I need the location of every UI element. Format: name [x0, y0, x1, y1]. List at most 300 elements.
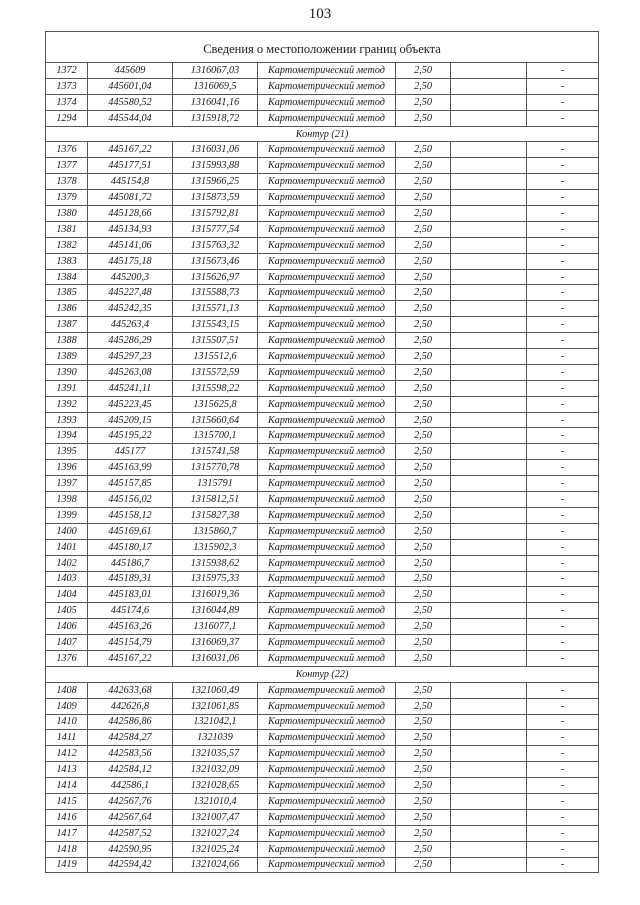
- method-cell: Картометрический метод: [258, 841, 396, 857]
- note-cell: -: [527, 587, 599, 603]
- y-coordinate-cell: 1315918,72: [173, 110, 258, 126]
- table-row: [46, 301, 599, 317]
- table-row: [46, 841, 599, 857]
- note-cell: -: [527, 746, 599, 762]
- table-row: [46, 221, 599, 237]
- point-number-cell: 1402: [46, 555, 88, 571]
- y-coordinate-cell: 1316069,5: [173, 78, 258, 94]
- description-cell: [451, 825, 527, 841]
- description-cell: [451, 857, 527, 873]
- method-cell: Картометрический метод: [258, 460, 396, 476]
- description-cell: [451, 698, 527, 714]
- y-coordinate-cell: 1316031,06: [173, 142, 258, 158]
- method-cell: Картометрический метод: [258, 603, 396, 619]
- contour-label: Контур (22): [46, 666, 599, 682]
- precision-cell: 2,50: [396, 396, 451, 412]
- y-coordinate-cell: 1315571,13: [173, 301, 258, 317]
- point-number-cell: 1400: [46, 523, 88, 539]
- point-number-cell: 1395: [46, 444, 88, 460]
- point-number-cell: 1409: [46, 698, 88, 714]
- description-cell: [451, 237, 527, 253]
- description-cell: [451, 555, 527, 571]
- point-number-cell: 1384: [46, 269, 88, 285]
- description-cell: [451, 746, 527, 762]
- x-coordinate-cell: 442633,68: [88, 682, 173, 698]
- description-cell: [451, 63, 527, 79]
- x-coordinate-cell: 442587,52: [88, 825, 173, 841]
- method-cell: Картометрический метод: [258, 746, 396, 762]
- description-cell: [451, 492, 527, 508]
- x-coordinate-cell: 445157,85: [88, 476, 173, 492]
- point-number-cell: 1392: [46, 396, 88, 412]
- x-coordinate-cell: 445141,06: [88, 237, 173, 253]
- table-body: [46, 32, 599, 873]
- point-number-cell: 1397: [46, 476, 88, 492]
- description-cell: [451, 253, 527, 269]
- precision-cell: 2,50: [396, 698, 451, 714]
- note-cell: -: [527, 730, 599, 746]
- table-row: [46, 364, 599, 380]
- x-coordinate-cell: 445189,31: [88, 571, 173, 587]
- table-row: [46, 63, 599, 79]
- description-cell: [451, 301, 527, 317]
- y-coordinate-cell: 1315763,32: [173, 237, 258, 253]
- precision-cell: 2,50: [396, 110, 451, 126]
- note-cell: -: [527, 635, 599, 651]
- y-coordinate-cell: 1316019,36: [173, 587, 258, 603]
- y-coordinate-cell: 1315588,73: [173, 285, 258, 301]
- point-number-cell: 1399: [46, 507, 88, 523]
- method-cell: Картометрический метод: [258, 78, 396, 94]
- description-cell: [451, 317, 527, 333]
- note-cell: -: [527, 809, 599, 825]
- table-title: Сведения о местоположении границ объекта: [46, 32, 599, 63]
- y-coordinate-cell: 1315741,58: [173, 444, 258, 460]
- point-number-cell: 1389: [46, 349, 88, 365]
- point-number-cell: 1391: [46, 380, 88, 396]
- point-number-cell: 1372: [46, 63, 88, 79]
- method-cell: Картометрический метод: [258, 476, 396, 492]
- table-row: [46, 507, 599, 523]
- note-cell: -: [527, 333, 599, 349]
- table-row: [46, 698, 599, 714]
- precision-cell: 2,50: [396, 301, 451, 317]
- x-coordinate-cell: 445154,8: [88, 174, 173, 190]
- x-coordinate-cell: 445183,01: [88, 587, 173, 603]
- point-number-cell: 1386: [46, 301, 88, 317]
- point-number-cell: 1378: [46, 174, 88, 190]
- precision-cell: 2,50: [396, 682, 451, 698]
- point-number-cell: 1377: [46, 158, 88, 174]
- description-cell: [451, 444, 527, 460]
- y-coordinate-cell: 1315543,15: [173, 317, 258, 333]
- method-cell: Картометрический метод: [258, 539, 396, 555]
- precision-cell: 2,50: [396, 221, 451, 237]
- method-cell: Картометрический метод: [258, 825, 396, 841]
- method-cell: Картометрический метод: [258, 793, 396, 809]
- note-cell: -: [527, 778, 599, 794]
- description-cell: [451, 349, 527, 365]
- precision-cell: 2,50: [396, 444, 451, 460]
- method-cell: Картометрический метод: [258, 809, 396, 825]
- y-coordinate-cell: 1315700,1: [173, 428, 258, 444]
- description-cell: [451, 364, 527, 380]
- y-coordinate-cell: 1315873,59: [173, 190, 258, 206]
- x-coordinate-cell: 442584,27: [88, 730, 173, 746]
- precision-cell: 2,50: [396, 380, 451, 396]
- x-coordinate-cell: 445263,08: [88, 364, 173, 380]
- note-cell: -: [527, 174, 599, 190]
- y-coordinate-cell: 1315777,54: [173, 221, 258, 237]
- description-cell: [451, 221, 527, 237]
- table-row: [46, 78, 599, 94]
- point-number-cell: 1412: [46, 746, 88, 762]
- description-cell: [451, 714, 527, 730]
- x-coordinate-cell: 442586,86: [88, 714, 173, 730]
- point-number-cell: 1383: [46, 253, 88, 269]
- note-cell: -: [527, 762, 599, 778]
- method-cell: Картометрический метод: [258, 587, 396, 603]
- description-cell: [451, 635, 527, 651]
- method-cell: Картометрический метод: [258, 221, 396, 237]
- table-row: [46, 492, 599, 508]
- note-cell: -: [527, 190, 599, 206]
- precision-cell: 2,50: [396, 63, 451, 79]
- x-coordinate-cell: 442590,95: [88, 841, 173, 857]
- note-cell: -: [527, 476, 599, 492]
- precision-cell: 2,50: [396, 253, 451, 269]
- precision-cell: 2,50: [396, 857, 451, 873]
- x-coordinate-cell: 445200,3: [88, 269, 173, 285]
- y-coordinate-cell: 1315902,3: [173, 539, 258, 555]
- y-coordinate-cell: 1315512,6: [173, 349, 258, 365]
- precision-cell: 2,50: [396, 714, 451, 730]
- x-coordinate-cell: 445134,93: [88, 221, 173, 237]
- point-number-cell: 1374: [46, 94, 88, 110]
- point-number-cell: 1385: [46, 285, 88, 301]
- precision-cell: 2,50: [396, 635, 451, 651]
- precision-cell: 2,50: [396, 285, 451, 301]
- precision-cell: 2,50: [396, 237, 451, 253]
- table-row: [46, 746, 599, 762]
- x-coordinate-cell: 445544,04: [88, 110, 173, 126]
- table-row: [46, 110, 599, 126]
- y-coordinate-cell: 1321061,85: [173, 698, 258, 714]
- note-cell: -: [527, 825, 599, 841]
- point-number-cell: 1403: [46, 571, 88, 587]
- precision-cell: 2,50: [396, 523, 451, 539]
- point-number-cell: 1294: [46, 110, 88, 126]
- method-cell: Картометрический метод: [258, 396, 396, 412]
- description-cell: [451, 730, 527, 746]
- point-number-cell: 1381: [46, 221, 88, 237]
- x-coordinate-cell: 442626,8: [88, 698, 173, 714]
- method-cell: Картометрический метод: [258, 682, 396, 698]
- note-cell: -: [527, 317, 599, 333]
- table-row: [46, 428, 599, 444]
- y-coordinate-cell: 1315660,64: [173, 412, 258, 428]
- method-cell: Картометрический метод: [258, 174, 396, 190]
- precision-cell: 2,50: [396, 841, 451, 857]
- x-coordinate-cell: 445601,04: [88, 78, 173, 94]
- table-row: [46, 476, 599, 492]
- note-cell: -: [527, 396, 599, 412]
- note-cell: -: [527, 253, 599, 269]
- description-cell: [451, 523, 527, 539]
- precision-cell: 2,50: [396, 809, 451, 825]
- y-coordinate-cell: 1316077,1: [173, 619, 258, 635]
- method-cell: Картометрический метод: [258, 635, 396, 651]
- precision-cell: 2,50: [396, 174, 451, 190]
- contour-label: Контур (21): [46, 126, 599, 142]
- x-coordinate-cell: 445128,66: [88, 206, 173, 222]
- method-cell: Картометрический метод: [258, 364, 396, 380]
- table-row: [46, 682, 599, 698]
- point-number-cell: 1396: [46, 460, 88, 476]
- table-row: [46, 380, 599, 396]
- point-number-cell: 1373: [46, 78, 88, 94]
- y-coordinate-cell: 1315966,25: [173, 174, 258, 190]
- contour-header-row: [46, 666, 599, 682]
- note-cell: -: [527, 444, 599, 460]
- table-row: [46, 460, 599, 476]
- y-coordinate-cell: 1316044,89: [173, 603, 258, 619]
- note-cell: -: [527, 285, 599, 301]
- precision-cell: 2,50: [396, 142, 451, 158]
- y-coordinate-cell: 1315791: [173, 476, 258, 492]
- table-title-row: [46, 32, 599, 63]
- description-cell: [451, 285, 527, 301]
- precision-cell: 2,50: [396, 476, 451, 492]
- table-row: [46, 730, 599, 746]
- table-row: [46, 603, 599, 619]
- note-cell: -: [527, 698, 599, 714]
- description-cell: [451, 396, 527, 412]
- method-cell: Картометрический метод: [258, 317, 396, 333]
- x-coordinate-cell: 445209,15: [88, 412, 173, 428]
- y-coordinate-cell: 1315827,38: [173, 507, 258, 523]
- table-row: [46, 237, 599, 253]
- precision-cell: 2,50: [396, 158, 451, 174]
- y-coordinate-cell: 1315993,88: [173, 158, 258, 174]
- precision-cell: 2,50: [396, 460, 451, 476]
- method-cell: Картометрический метод: [258, 762, 396, 778]
- method-cell: Картометрический метод: [258, 412, 396, 428]
- precision-cell: 2,50: [396, 349, 451, 365]
- table-row: [46, 206, 599, 222]
- description-cell: [451, 142, 527, 158]
- x-coordinate-cell: 445195,22: [88, 428, 173, 444]
- precision-cell: 2,50: [396, 555, 451, 571]
- y-coordinate-cell: 1321027,24: [173, 825, 258, 841]
- note-cell: -: [527, 539, 599, 555]
- x-coordinate-cell: 445177,51: [88, 158, 173, 174]
- x-coordinate-cell: 445158,12: [88, 507, 173, 523]
- y-coordinate-cell: 1321039: [173, 730, 258, 746]
- note-cell: -: [527, 603, 599, 619]
- page-number: 103: [308, 6, 332, 22]
- y-coordinate-cell: 1321042,1: [173, 714, 258, 730]
- table-row: [46, 857, 599, 873]
- x-coordinate-cell: 445297,23: [88, 349, 173, 365]
- description-cell: [451, 571, 527, 587]
- method-cell: Картометрический метод: [258, 253, 396, 269]
- note-cell: -: [527, 110, 599, 126]
- table-row: [46, 555, 599, 571]
- table-row: [46, 444, 599, 460]
- point-number-cell: 1408: [46, 682, 88, 698]
- description-cell: [451, 460, 527, 476]
- x-coordinate-cell: 445163,26: [88, 619, 173, 635]
- table-row: [46, 396, 599, 412]
- precision-cell: 2,50: [396, 762, 451, 778]
- method-cell: Картометрический метод: [258, 857, 396, 873]
- table-row: [46, 333, 599, 349]
- method-cell: Картометрический метод: [258, 285, 396, 301]
- method-cell: Картометрический метод: [258, 571, 396, 587]
- contour-header-row: [46, 126, 599, 142]
- point-number-cell: 1415: [46, 793, 88, 809]
- y-coordinate-cell: 1321024,66: [173, 857, 258, 873]
- note-cell: -: [527, 619, 599, 635]
- y-coordinate-cell: 1321032,09: [173, 762, 258, 778]
- x-coordinate-cell: 445241,11: [88, 380, 173, 396]
- note-cell: -: [527, 571, 599, 587]
- description-cell: [451, 428, 527, 444]
- precision-cell: 2,50: [396, 78, 451, 94]
- y-coordinate-cell: 1315770,78: [173, 460, 258, 476]
- x-coordinate-cell: 445163,99: [88, 460, 173, 476]
- x-coordinate-cell: 445167,22: [88, 650, 173, 666]
- precision-cell: 2,50: [396, 428, 451, 444]
- note-cell: -: [527, 793, 599, 809]
- y-coordinate-cell: 1315860,7: [173, 523, 258, 539]
- description-cell: [451, 587, 527, 603]
- note-cell: -: [527, 237, 599, 253]
- method-cell: Картометрический метод: [258, 190, 396, 206]
- table-row: [46, 94, 599, 110]
- point-number-cell: 1416: [46, 809, 88, 825]
- y-coordinate-cell: 1315792,81: [173, 206, 258, 222]
- note-cell: -: [527, 841, 599, 857]
- precision-cell: 2,50: [396, 190, 451, 206]
- description-cell: [451, 778, 527, 794]
- x-coordinate-cell: 442586,1: [88, 778, 173, 794]
- method-cell: Картометрический метод: [258, 714, 396, 730]
- point-number-cell: 1401: [46, 539, 88, 555]
- table-row: [46, 285, 599, 301]
- method-cell: Картометрический метод: [258, 110, 396, 126]
- y-coordinate-cell: 1316041,16: [173, 94, 258, 110]
- x-coordinate-cell: 445177: [88, 444, 173, 460]
- table-row: [46, 635, 599, 651]
- table-row: [46, 317, 599, 333]
- table-row: [46, 778, 599, 794]
- description-cell: [451, 650, 527, 666]
- table-row: [46, 269, 599, 285]
- table-row: [46, 142, 599, 158]
- x-coordinate-cell: 442567,64: [88, 809, 173, 825]
- note-cell: -: [527, 523, 599, 539]
- point-number-cell: 1419: [46, 857, 88, 873]
- note-cell: -: [527, 364, 599, 380]
- y-coordinate-cell: 1315625,8: [173, 396, 258, 412]
- point-number-cell: 1414: [46, 778, 88, 794]
- note-cell: -: [527, 94, 599, 110]
- precision-cell: 2,50: [396, 825, 451, 841]
- x-coordinate-cell: 445167,22: [88, 142, 173, 158]
- precision-cell: 2,50: [396, 94, 451, 110]
- precision-cell: 2,50: [396, 364, 451, 380]
- method-cell: Картометрический метод: [258, 507, 396, 523]
- description-cell: [451, 412, 527, 428]
- method-cell: Картометрический метод: [258, 444, 396, 460]
- description-cell: [451, 78, 527, 94]
- method-cell: Картометрический метод: [258, 492, 396, 508]
- description-cell: [451, 190, 527, 206]
- point-number-cell: 1387: [46, 317, 88, 333]
- table-row: [46, 809, 599, 825]
- description-cell: [451, 619, 527, 635]
- point-number-cell: 1413: [46, 762, 88, 778]
- point-number-cell: 1393: [46, 412, 88, 428]
- method-cell: Картометрический метод: [258, 730, 396, 746]
- y-coordinate-cell: 1316069,37: [173, 635, 258, 651]
- method-cell: Картометрический метод: [258, 523, 396, 539]
- point-number-cell: 1410: [46, 714, 88, 730]
- method-cell: Картометрический метод: [258, 142, 396, 158]
- y-coordinate-cell: 1321028,65: [173, 778, 258, 794]
- point-number-cell: 1406: [46, 619, 88, 635]
- description-cell: [451, 603, 527, 619]
- x-coordinate-cell: 445227,48: [88, 285, 173, 301]
- table-row: [46, 571, 599, 587]
- description-cell: [451, 206, 527, 222]
- method-cell: Картометрический метод: [258, 158, 396, 174]
- x-coordinate-cell: 442594,42: [88, 857, 173, 873]
- table-row: [46, 523, 599, 539]
- x-coordinate-cell: 445156,02: [88, 492, 173, 508]
- point-number-cell: 1398: [46, 492, 88, 508]
- x-coordinate-cell: 445174,6: [88, 603, 173, 619]
- precision-cell: 2,50: [396, 333, 451, 349]
- y-coordinate-cell: 1316067,03: [173, 63, 258, 79]
- x-coordinate-cell: 445286,29: [88, 333, 173, 349]
- y-coordinate-cell: 1315673,46: [173, 253, 258, 269]
- x-coordinate-cell: 442584,12: [88, 762, 173, 778]
- table-row: [46, 793, 599, 809]
- method-cell: Картометрический метод: [258, 206, 396, 222]
- note-cell: -: [527, 380, 599, 396]
- note-cell: -: [527, 221, 599, 237]
- note-cell: -: [527, 349, 599, 365]
- precision-cell: 2,50: [396, 746, 451, 762]
- method-cell: Картометрический метод: [258, 650, 396, 666]
- method-cell: Картометрический метод: [258, 94, 396, 110]
- point-number-cell: 1382: [46, 237, 88, 253]
- note-cell: -: [527, 158, 599, 174]
- note-cell: -: [527, 78, 599, 94]
- point-number-cell: 1411: [46, 730, 88, 746]
- x-coordinate-cell: 445580,52: [88, 94, 173, 110]
- note-cell: -: [527, 460, 599, 476]
- x-coordinate-cell: 442583,56: [88, 746, 173, 762]
- point-number-cell: 1388: [46, 333, 88, 349]
- note-cell: -: [527, 206, 599, 222]
- y-coordinate-cell: 1321007,47: [173, 809, 258, 825]
- precision-cell: 2,50: [396, 492, 451, 508]
- precision-cell: 2,50: [396, 730, 451, 746]
